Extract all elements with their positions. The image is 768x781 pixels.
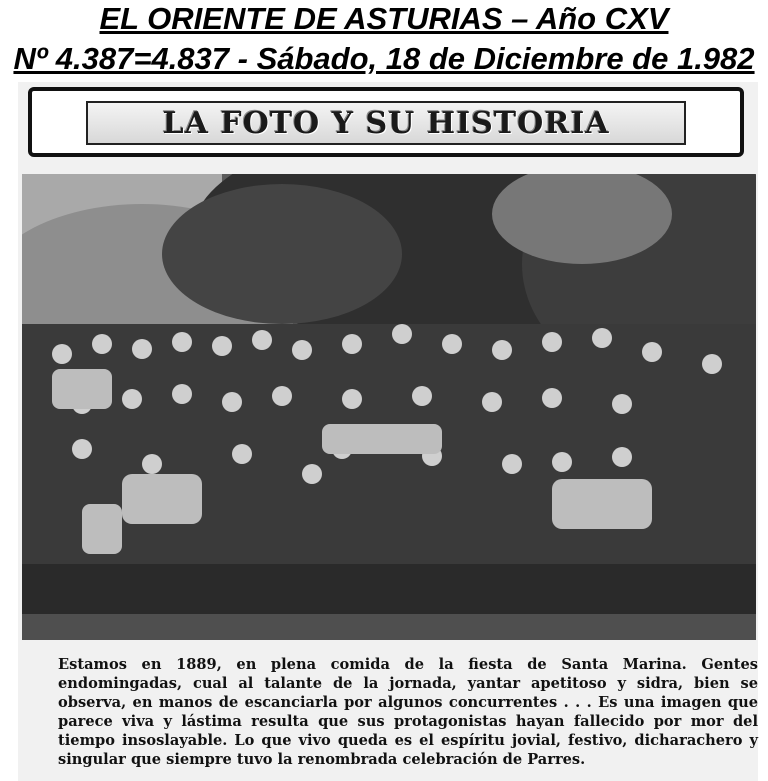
photo-caption: Estamos en 1889, en plena comida de la fiesta de Santa Marina. Gentes endomingadas, cual al talante de la jornada, yantar apetitoso y sidra, bien se observa, en manos de escanciarla por algunos concurrentes . . . Es una imagen que parece viva y lástima resulta que sus protagonistas hayan fallecido por mor del tiempo insoslayable. Lo que vivo queda es el espíritu jovial, festivo, dicharachero y singular que siempre tuvo la renombrada celebración de Parres. [58,656,758,768]
section-banner-frame [28,87,744,157]
historic-group-photo [22,174,756,640]
newspaper-clipping [18,82,758,781]
newspaper-title: EL ORIENTE DE ASTURIAS – Año CXV [99,1,669,36]
issue-date-line: Nº 4.387=4.837 - Sábado, 18 de Diciembre de 1.982 [13,41,755,76]
section-banner-title: LA FOTO Y SU HISTORIA [86,101,686,145]
photo-illustration [22,174,756,640]
